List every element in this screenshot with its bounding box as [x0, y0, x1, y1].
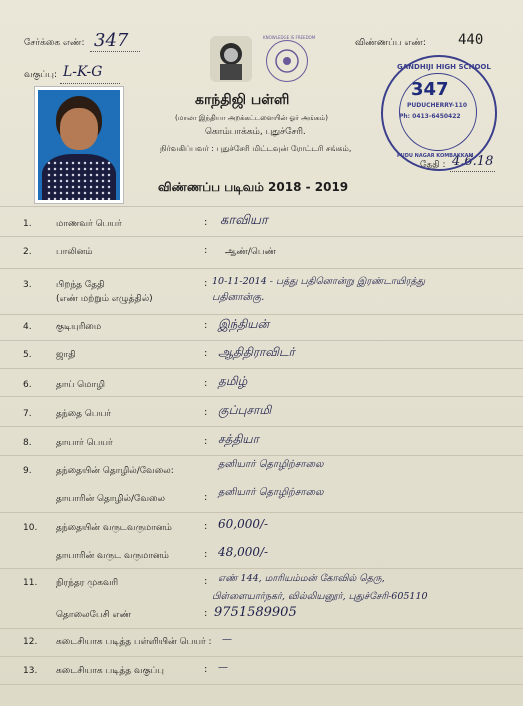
form-title: விண்ணப்ப படிவம் 2018 - 2019: [158, 180, 349, 194]
field-label-nationality: குடியுரிமை: [56, 322, 102, 332]
colon: :: [204, 407, 208, 418]
field-number: 4.: [23, 322, 32, 332]
colon: :: [204, 320, 208, 331]
field-number: 10.: [23, 523, 38, 533]
stamp-city: PUDUCHERRY-110: [407, 102, 468, 109]
field-value-student-name: காவியா: [220, 213, 268, 228]
field-value-previous-school: —: [222, 634, 232, 645]
divider: [0, 455, 523, 456]
divider: [0, 426, 523, 427]
field-value-mother-income: 48,000/-: [218, 545, 269, 559]
field-label-mother-tongue: தாய் மொழி: [56, 380, 105, 390]
field-value-mother-name: சத்தியா: [218, 432, 259, 446]
field-label-previous-class: கடைசியாக படித்த வகுப்பு: [56, 666, 164, 676]
logo-text: KNOWLEDGE IS FREEDOM: [263, 35, 316, 40]
field-value-caste: ஆதிதிராவிடர்: [218, 345, 295, 359]
field-number: 6.: [23, 380, 32, 390]
field-label-caste: ஜாதி: [56, 350, 76, 360]
field-label-student-name: மாணவர் பெயர்: [56, 219, 122, 229]
field-value-dob: 10-11-2014 - பத்து பதினொன்று இரண்டாயிரத்து: [212, 276, 425, 287]
colon: :: [204, 549, 208, 560]
field-label-previous-school: கடைசியாக படித்த பள்ளியின் பெயர் :: [56, 637, 212, 647]
field-value-dob-words: பதினான்கு.: [212, 292, 265, 303]
stamp-phone: Ph: 0413-6450422: [399, 113, 461, 120]
field-number: 8.: [23, 438, 32, 448]
colon: :: [204, 245, 208, 256]
school-stamp: [381, 55, 497, 171]
field-value-father-income: 60,000/-: [218, 517, 269, 531]
field-value-gender: ஆண்/பெண்: [225, 247, 277, 257]
divider: [0, 206, 523, 207]
managed-by: நிர்வகிப்பவர் : புதுச்சேரி மிட்டவுன் ரோட்டரி சங்கம்,: [160, 144, 352, 153]
divider: [0, 684, 523, 685]
field-value-phone: 9751589905: [214, 605, 297, 620]
field-number: 12.: [23, 637, 38, 647]
colon: :: [204, 608, 208, 619]
divider: [0, 314, 523, 315]
divider: [0, 396, 523, 397]
divider: [0, 512, 523, 513]
application-no-label: விண்ணப்ப எண்:: [355, 38, 426, 48]
class-line: [60, 82, 120, 84]
field-number: 3.: [23, 280, 32, 290]
field-value-father-occupation: தனியார் தொழிற்சாலை: [218, 459, 324, 470]
divider: [0, 236, 523, 237]
field-label-father-income: தந்தையின் வருடவருமானம்: [56, 523, 172, 533]
school-address: கொம்பாக்கம், புதுச்சேரி.: [205, 127, 306, 137]
rotary-logo: [263, 35, 316, 82]
date-label: தேதி :: [420, 160, 446, 170]
school-name: காந்திஜி பள்ளி: [195, 92, 290, 108]
class-label: வகுப்பு:: [24, 70, 57, 80]
field-value-nationality: இந்தியன்: [218, 317, 270, 331]
colon: :: [204, 217, 208, 228]
class-value: L-K-G: [63, 64, 103, 80]
admission-no-line: [90, 50, 140, 52]
field-number: 9.: [23, 466, 32, 476]
field-value-address-line2: பிள்ளையார்நகர், வில்லியனூர், புதுச்சேரி-605110: [212, 591, 428, 602]
colon: :: [204, 378, 208, 389]
divider: [0, 568, 523, 569]
field-value-mother-occupation: தனியார் தொழிற்சாலை: [218, 487, 324, 498]
field-label-father-occupation: தந்தையின் தொழில்/வேலை:: [56, 466, 174, 476]
student-photo: [34, 86, 124, 204]
field-value-previous-class: —: [218, 662, 228, 673]
field-number: 5.: [23, 350, 32, 360]
divider: [0, 628, 523, 629]
field-label-mother-name: தாயார் பெயர்: [56, 438, 113, 448]
divider: [0, 368, 523, 369]
stamp-area: PUDU NAGAR KOMBAKKAM: [397, 153, 474, 159]
field-label-mother-occupation: தாயாரின் தொழில்/வேலை: [56, 494, 165, 504]
field-number: 2.: [23, 247, 32, 257]
date-line: [450, 170, 495, 172]
colon: :: [204, 576, 208, 587]
field-value-father-name: குப்புசாமி: [218, 403, 272, 417]
field-value-mother-tongue: தமிழ்: [218, 374, 248, 388]
divider: [0, 268, 523, 269]
stamp-school: GANDHIJI HIGH SCHOOL: [397, 63, 491, 71]
colon: :: [204, 521, 208, 532]
admission-no-value: 347: [94, 30, 129, 51]
field-label-dob-note: (எண் மற்றும் எழுத்தில்): [56, 294, 153, 304]
field-label-address: நிரந்தர முகவரி: [56, 578, 119, 588]
colon: :: [204, 348, 208, 359]
colon: :: [204, 492, 208, 503]
field-number: 13.: [23, 666, 38, 676]
admission-no-label: சேர்க்கை எண்:: [24, 38, 85, 48]
stamp-number: 347: [411, 79, 449, 100]
field-value-address-line1: எண் 144, மாரியம்மன் கோவில் தெரு,: [218, 573, 385, 584]
field-number: 11.: [23, 578, 38, 588]
field-label-gender: பாலினம்: [56, 247, 93, 257]
colon: :: [204, 278, 208, 289]
school-affiliation: (மாலா இந்தியா அறக்கட்டளையின் ஓர் அங்கம்): [175, 114, 328, 122]
colon: :: [204, 436, 208, 447]
field-label-phone: தொலைபேசி எண்: [56, 610, 132, 620]
field-label-father-name: தந்தை பெயர்: [56, 409, 111, 419]
field-number: 1.: [23, 219, 32, 229]
divider: [0, 340, 523, 341]
colon: :: [204, 664, 208, 675]
application-no-value: 440: [458, 32, 484, 48]
date-value: 4.6.18: [452, 154, 494, 169]
field-label-mother-income: தாயாரின் வருட வருமானம்: [56, 551, 169, 561]
field-label-dob: பிறந்த தேதி: [56, 280, 105, 290]
field-number: 7.: [23, 409, 32, 419]
divider: [0, 656, 523, 657]
gandhi-logo: [210, 36, 252, 82]
